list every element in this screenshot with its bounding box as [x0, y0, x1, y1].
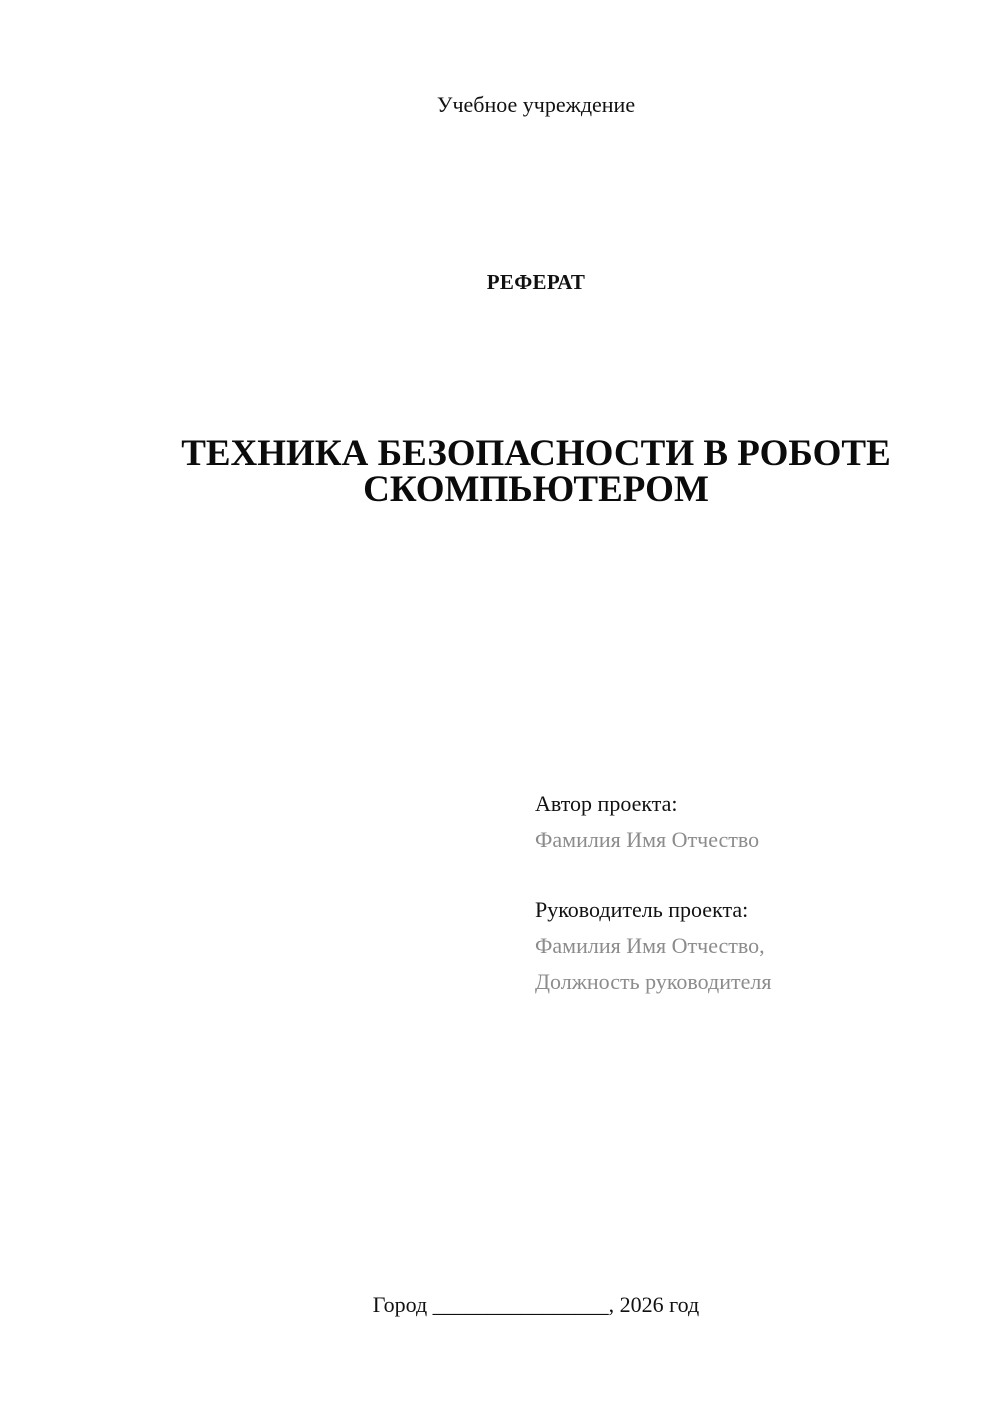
spacer	[535, 858, 975, 892]
supervisor-position: Должность руководителя	[535, 969, 772, 994]
institution-name: Учебное учреждение	[436, 92, 636, 117]
author-name: Фамилия Имя Отчество	[535, 827, 760, 852]
authors-block	[535, 786, 975, 1000]
city-year-footer: Город ________________, 2026 год	[372, 1292, 700, 1317]
author-label: Автор проекта:	[535, 791, 678, 816]
document-title-line-2: СКОМПЬЮТЕРОМ	[363, 469, 709, 510]
document-type: РЕФЕРАТ	[486, 270, 586, 294]
document-title	[130, 433, 942, 510]
supervisor-label: Руководитель проекта:	[535, 897, 749, 922]
supervisor-name: Фамилия Имя Отчество,	[535, 933, 765, 958]
document-title-line-1: ТЕХНИКА БЕЗОПАСНОСТИ В РОБОТЕ	[181, 433, 891, 474]
